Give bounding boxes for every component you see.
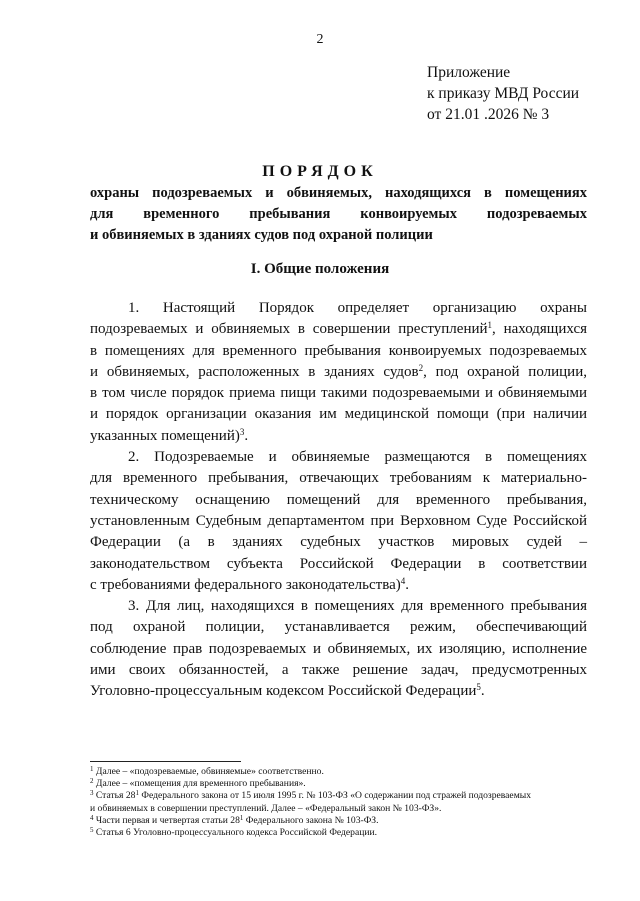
- paragraph-3-line: [90, 681, 587, 702]
- text-run: с требованиями федерального законодательства): [90, 576, 401, 593]
- text-run: указанных помещений): [90, 427, 240, 444]
- text-run: .: [244, 427, 249, 444]
- footnotes: [90, 766, 590, 839]
- text-run: подозреваемых и обвиняемых в совершении преступлений: [90, 321, 488, 338]
- footnote: [90, 778, 590, 790]
- footnote-ref: 3: [239, 426, 245, 437]
- footnote-ref: 1: [487, 320, 493, 331]
- paragraph-2-line: установленным Судебным департаментом при Верховном Суде Российской: [90, 512, 587, 529]
- footnote-text: Далее – «помещения для временного пребывания».: [93, 778, 306, 790]
- paragraph-3-line: под охраной полиции, устанавливается режим, обеспечивающий: [90, 619, 587, 636]
- footnote: [90, 766, 590, 778]
- paragraph-1-line: в том числе порядок приема пищи такими подозреваемыми и обвиняемыми: [90, 385, 587, 402]
- footnote-number: 4: [90, 813, 94, 822]
- paragraph-1-line: в помещениях для временного пребывания конвоируемых подозреваемых: [90, 342, 587, 359]
- paragraph-3-line: ими своих обязанностей, а также решение задач, предусмотренных: [90, 662, 587, 679]
- paragraph-2-line: [90, 575, 587, 596]
- paragraph-2-line: техническому оснащению помещений для временного пребывания,: [90, 491, 587, 508]
- footnote-ref: 5: [476, 682, 481, 693]
- appendix-block: [427, 62, 579, 125]
- footnote-number: 2: [90, 777, 94, 786]
- footnote-text: Части первая и четвертая статьи 28: [93, 814, 240, 826]
- text-run: и обвиняемых, расположенных в зданиях судов: [90, 363, 419, 380]
- footnote-ref: 2: [418, 362, 424, 373]
- appendix-line: к приказу МВД России: [427, 85, 580, 102]
- paragraph-1-line: [90, 362, 587, 383]
- footnote: [90, 827, 590, 839]
- footnote: [90, 815, 590, 827]
- text-run: Уголовно-процессуальным кодексом Российской Федерации: [90, 683, 477, 700]
- subtitle-line: для временного пребывания конвоируемых подозреваемых: [90, 206, 587, 222]
- footnote-ref: 4: [400, 575, 406, 586]
- footnote-separator: [90, 761, 241, 762]
- paragraph-1-line: 1. Настоящий Порядок определяет организацию охраны: [128, 300, 587, 316]
- article-superscript: 1: [239, 813, 244, 822]
- appendix-line: от 21.01 .2026 № 3: [427, 106, 550, 123]
- text-run: .: [405, 576, 409, 593]
- text-run: .: [480, 683, 485, 700]
- footnote-text: Статья 6 Уголовно-процессуального кодекса Российской Федерации.: [93, 827, 378, 839]
- appendix-line: Приложение: [427, 64, 511, 81]
- text-run: , находящихся: [492, 321, 587, 338]
- footnote-number: 5: [90, 826, 94, 835]
- paragraph-3-line: соблюдение прав подозреваемых и обвиняемых, их изоляцию, исполнение: [90, 640, 587, 657]
- paragraph-1-line: [90, 319, 587, 340]
- text-run: , под охраной полиции,: [423, 363, 587, 380]
- paragraph-3-line: 3. Для лиц, находящихся в помещениях для временного пребывания: [128, 598, 587, 615]
- article-superscript: 1: [135, 789, 139, 798]
- document-title: ПОРЯДОК: [262, 163, 378, 180]
- paragraph-1-line: и порядок организации оказания им медицинской помощи (при наличии: [90, 406, 587, 423]
- footnote-text: Федерального закона от 15 июля 1995 г. № 103-ФЗ «О содержании под стражей подозреваемых: [138, 790, 532, 802]
- document-subtitle: [90, 183, 587, 246]
- section-heading: I. Общие положения: [250, 261, 390, 277]
- paragraph-2-line: для временного пребывания, отвечающих требованиям к материально-: [90, 470, 587, 487]
- footnote-number: 3: [90, 789, 94, 798]
- document-body: [90, 298, 587, 703]
- footnote-number: 1: [90, 765, 94, 773]
- footnote-continuation: и обвиняемых в совершении преступлений. Далее – «Федеральный закон № 103-ФЗ».: [90, 802, 442, 814]
- footnote: [90, 790, 590, 802]
- paragraph-2-line: 2. Подозреваемые и обвиняемые размещаются в помещениях: [128, 449, 587, 466]
- paragraph-2-line: законодательством субъекта Российской Федерации в соответствии: [90, 555, 587, 572]
- paragraph-2-line: Федерации (а в зданиях судебных участков мировых судей –: [90, 534, 587, 551]
- footnote-text: Статья 28: [93, 790, 136, 802]
- subtitle-line: и обвиняемых в зданиях судов под охраной полиции: [90, 227, 433, 243]
- footnote-text: Далее – «подозреваемые, обвиняемые» соответственно.: [93, 766, 324, 777]
- page-number: 2: [316, 32, 324, 47]
- subtitle-line: охраны подозреваемых и обвиняемых, находящихся в помещениях: [90, 185, 587, 201]
- paragraph-1-line: [90, 426, 587, 447]
- footnote-text: Федерального закона № 103-ФЗ.: [243, 814, 379, 826]
